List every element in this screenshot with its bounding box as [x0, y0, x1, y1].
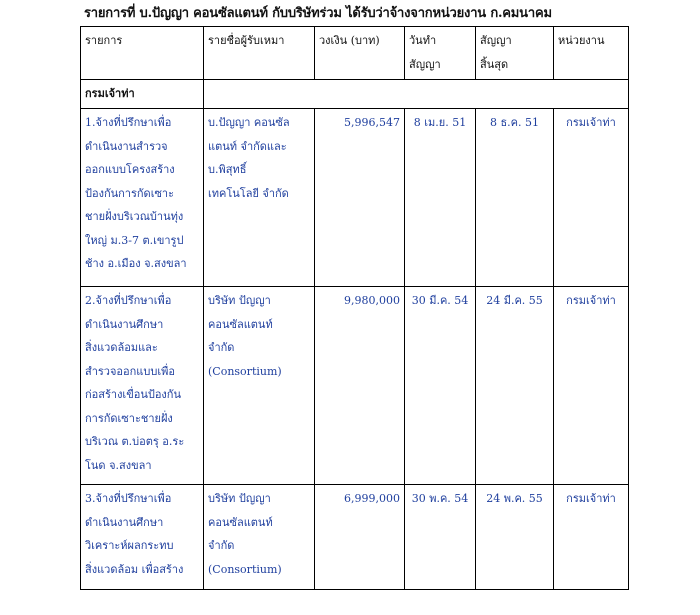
section-label: กรมเจ้าท่า — [81, 80, 204, 109]
header-item: รายการ — [81, 27, 204, 80]
row-amount: 6,999,000 — [315, 485, 405, 590]
row-contractor: บริษัท ปัญญา คอนซัลแตนท์ จำกัด (Consortium) — [204, 485, 315, 590]
row-amount: 9,980,000 — [315, 287, 405, 485]
table-header-row — [81, 27, 629, 80]
header-amount: วงเงิน (บาท) — [315, 27, 405, 80]
row-agency: กรมเจ้าท่า — [554, 287, 629, 485]
row-start-date: 30 พ.ค. 54 — [405, 485, 476, 590]
section-row — [81, 80, 629, 109]
row-item: 2.จ้างที่ปรึกษาเพื่อ ดำเนินงานศึกษา สิ่งแวดล้อมและ สำรวจออกแบบเพื่อ ก่อสร้างเขื่อนป้องกัน การกัดเซาะชายฝั่ง บริเวณ ต.บ่อตรุ อ.ระ โนด จ.สงขลา — [81, 287, 204, 485]
row-item: 1.จ้างที่ปรึกษาเพื่อ ดำเนินงานสำรวจ ออกแบบโครงสร้าง ป้องกันการกัดเซาะ ชายฝั่งบริเวณบ้านทุ่ง ใหญ่ ม.3-7 ต.เขารูป ช้าง อ.เมือง จ.สงขลา — [81, 109, 204, 287]
row-agency: กรมเจ้าท่า — [554, 485, 629, 590]
row-end-date: 8 ธ.ค. 51 — [476, 109, 554, 287]
header-start-date: วันทำ สัญญา — [405, 27, 476, 80]
row-item: 3.จ้างที่ปรึกษาเพื่อ ดำเนินงานศึกษา วิเคราะห์ผลกระทบ สิ่งแวดล้อม เพื่อสร้าง — [81, 485, 204, 590]
row-amount: 5,996,547 — [315, 109, 405, 287]
document-title: รายการที่ บ.ปัญญา คอนซัลแตนท์ กับบริษัทร่วม ได้รับว่าจ้างจากหน่วยงาน ก.คมนาคม — [84, 6, 552, 21]
row-contractor: บริษัท ปัญญา คอนซัลแตนท์ จำกัด (Consortium) — [204, 287, 315, 485]
table-row — [81, 287, 629, 485]
header-end-date: สัญญา สิ้นสุด — [476, 27, 554, 80]
row-agency: กรมเจ้าท่า — [554, 109, 629, 287]
section-empty-cell — [204, 80, 629, 109]
row-end-date: 24 มี.ค. 55 — [476, 287, 554, 485]
contracts-table — [80, 26, 629, 590]
header-agency: หน่วยงาน — [554, 27, 629, 80]
table-row — [81, 485, 629, 590]
row-start-date: 30 มี.ค. 54 — [405, 287, 476, 485]
table-row — [81, 109, 629, 287]
header-contractor: รายชื่อผู้รับเหมา — [204, 27, 315, 80]
row-start-date: 8 เม.ย. 51 — [405, 109, 476, 287]
row-contractor: บ.ปัญญา คอนซัล แตนท์ จำกัดและ บ.พิสุทธิ์ เทคโนโลยี จำกัด — [204, 109, 315, 287]
row-end-date: 24 พ.ค. 55 — [476, 485, 554, 590]
